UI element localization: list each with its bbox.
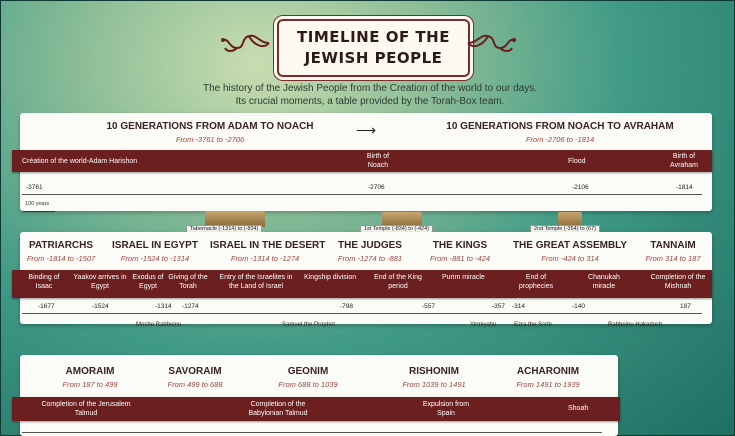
year-label: -3761 [26,184,43,191]
era-acharonim [506,366,590,389]
person-label: Ezra the Scrib [514,322,552,328]
year-label: -798 [340,303,354,310]
event-birth-noach: Birth of Noach [366,153,390,169]
era-name: AMORAIM [65,366,115,377]
era-savoraim [155,366,235,389]
era-name: THE GREAT ASSEMBLY [512,240,628,251]
era-range: From -1314 to -1274 [230,254,300,263]
event: End of the King period [374,274,422,290]
year-label: -2106 [572,184,589,191]
scale-indicator [23,201,57,215]
era-range: From -424 to 314 [541,254,599,263]
era-kings [420,240,500,263]
year-label: -1314 [155,303,172,310]
event: Yaakov arrives in Egypt [73,274,127,290]
event: Completion of the Mishnah [650,274,706,290]
era-tannaim [638,240,708,263]
arrow-icon: ⟶ [356,122,377,138]
building-label: 2nd Temple (-354) to (67) [530,225,600,233]
event: Expulsion from Spain [422,401,470,417]
era-name: 10 GENERATIONS FROM ADAM TO NOACH [106,121,314,132]
scale-label: 100 years [25,201,50,207]
year-label: -1677 [38,303,55,310]
era-name: ISRAEL IN THE DESERT [210,240,326,251]
person-label: Yirmiyahu [470,322,497,328]
event: End of prophecies [518,274,554,290]
axis-1 [22,194,702,195]
axis-2 [22,313,702,314]
era-great-assembly [510,240,630,263]
title-line1: TIMELINE OF THE [297,28,450,46]
year-label: 187 [680,303,691,310]
era-name: RISHONIM [409,366,459,377]
year-label: -1274 [182,303,199,310]
person-label: Rabbeinu Hakadosh [608,322,663,328]
era-range: From 1039 to 1491 [402,380,466,389]
era-name: TANNAIM [650,240,696,251]
era-name: PATRIARCHS [28,240,94,251]
event: Shoah [568,405,589,412]
year-label: -140 [572,303,586,310]
right-ornament-icon [466,30,518,56]
era-range: From -1274 to -881 [337,254,403,263]
era-range: From 499 to 688 [167,380,223,389]
era-range: From -3761 to -2706 [175,135,245,144]
era-range: From 187 to 499 [62,380,118,389]
era-name: 10 GENERATIONS FROM NOACH TO AVRAHAM [446,121,674,132]
event: Entry of the Israelites in the Land of Israel [219,274,293,290]
era-range: From -1814 to -1507 [26,254,96,263]
subtitle-line2: Its crucial moments, a table provided by the Torah-Box team. [235,96,505,107]
era-range: From -1524 to -1314 [120,254,190,263]
subtitle [160,82,580,108]
title-plaque [277,19,470,77]
era-amoraim [50,366,130,389]
event: Kingship division [304,274,357,281]
year-label: -314 [512,303,526,310]
person-label: Moshe Rabbeinu [136,322,182,328]
event: Exodus of Egypt [132,274,164,290]
scale-bar [23,211,55,212]
event: Giving of the Torah [168,274,208,290]
event: Purim miracle [442,274,485,281]
axis-3 [22,432,602,433]
year-label: -557 [422,303,436,310]
era-range: From -881 to -424 [429,254,491,263]
era-name: THE JUDGES [338,240,402,251]
era-range: From -2706 to -1814 [525,135,595,144]
event: Completion of the Babylonian Talmud [248,401,308,417]
event: Completion of the Jerusalem Talmud [41,401,131,417]
event-flood: Flood [568,158,586,165]
era-range: From 688 to 1039 [278,380,338,389]
era-israel-desert [210,240,326,263]
person-label: Samuel the Prophet [282,322,336,328]
event: Binding of Isaac [28,274,60,290]
era-noach-avraham [445,121,675,144]
title-line2: JEWISH PEOPLE [304,49,443,67]
year-label: -2706 [368,184,385,191]
era-judges [330,240,410,263]
year-label: -357 [492,303,506,310]
era-name: SAVORAIM [168,366,222,377]
event-birth-avraham: Birth of Avraham [670,153,698,169]
subtitle-line1: The history of the Jewish People from the Creation of the world to our days. [202,83,538,94]
era-israel-egypt [110,240,200,263]
era-adam-noach [100,121,320,144]
event-creation: Création of the world-Adam Harishon [22,158,138,165]
era-rishonim [392,366,476,389]
era-name: THE KINGS [432,240,488,251]
era-name: ACHARONIM [516,366,580,377]
era-geonim [268,366,348,389]
event: Chanukah miracle [588,274,620,290]
building-label: 1st Temple (-834) to (-424) [360,225,433,233]
era-patriarchs [26,240,96,263]
era-name: GEONIM [287,366,329,377]
building-label: Tabernacle (-1314) to (-834) [186,225,262,233]
era-range: From 1491 to 1939 [516,380,580,389]
era-name: ISRAEL IN EGYPT [112,240,198,251]
year-label: -1814 [676,184,693,191]
left-ornament-icon [219,30,271,56]
era-range: From 314 to 187 [645,254,701,263]
year-label: -1524 [92,303,109,310]
